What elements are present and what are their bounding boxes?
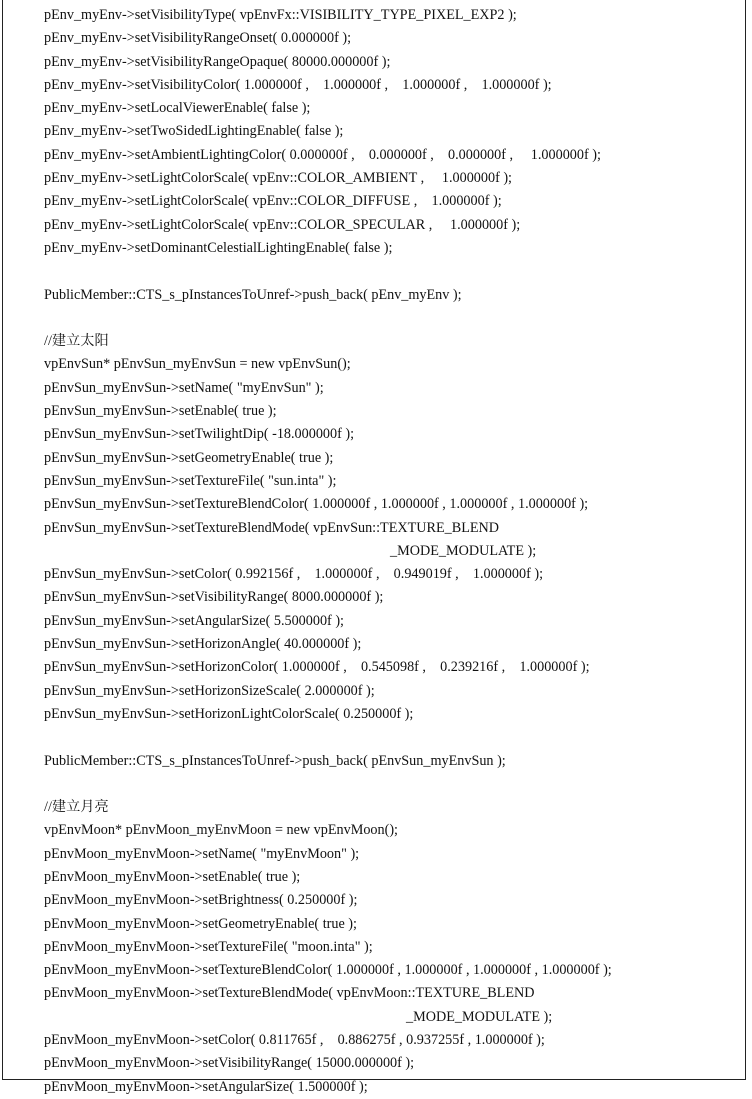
code-line: pEnvSun_myEnvSun->setAngularSize( 5.500000f ); xyxy=(44,612,344,629)
code-line: pEnvMoon_myEnvMoon->setTextureBlendColor( 1.000000f , 1.000000f , 1.000000f , 1.000000f ); xyxy=(44,962,612,979)
code-line: pEnvMoon_myEnvMoon->setEnable( true ); xyxy=(44,868,301,885)
code-line: PublicMember::CTS_s_pInstancesToUnref->push_back( pEnvSun_myEnvSun ); xyxy=(44,752,506,769)
code-comment: //建立太阳 xyxy=(44,333,109,350)
code-line: PublicMember::CTS_s_pInstancesToUnref->push_back( pEnv_myEnv ); xyxy=(44,286,462,303)
code-line: pEnvMoon_myEnvMoon->setVisibilityRange( 15000.000000f ); xyxy=(44,1055,415,1072)
blank-line xyxy=(3,773,745,796)
code-line: pEnvSun_myEnvSun->setName( "myEnvSun" ); xyxy=(44,379,324,396)
code-line: pEnv_myEnv->setLocalViewerEnable( false ); xyxy=(44,100,311,117)
code-line: pEnvSun_myEnvSun->setGeometryEnable( true ); xyxy=(44,449,334,466)
code-line: pEnvMoon_myEnvMoon->setBrightness( 0.250000f ); xyxy=(44,892,358,909)
code-line: pEnvSun_myEnvSun->setTwilightDip( -18.000000f ); xyxy=(44,426,355,443)
code-line: pEnv_myEnv->setVisibilityType( vpEnvFx::VISIBILITY_TYPE_PIXEL_EXP2 ); xyxy=(44,7,517,23)
code-line: pEnvSun_myEnvSun->setVisibilityRange( 8000.000000f ); xyxy=(44,589,384,606)
code-line: pEnvSun_myEnvSun->setHorizonAngle( 40.000000f ); xyxy=(44,636,362,653)
code-line: pEnv_myEnv->setDominantCelestialLightingEnable( false ); xyxy=(44,239,393,256)
code-line: pEnvMoon_myEnvMoon->setAngularSize( 1.500000f ); xyxy=(44,1078,368,1095)
code-line: pEnvSun_myEnvSun->setTextureBlendColor( 1.000000f , 1.000000f , 1.000000f , 1.000000f ); xyxy=(44,496,589,513)
code-line: pEnvMoon_myEnvMoon->setColor( 0.811765f , 0.886275f , 0.937255f , 1.000000f ); xyxy=(44,1032,545,1049)
code-line: vpEnvSun* pEnvSun_myEnvSun = new vpEnvSun(); xyxy=(44,356,351,373)
code-line: _MODE_MODULATE ); xyxy=(406,1008,553,1025)
blank-line xyxy=(3,260,745,283)
code-line: vpEnvMoon* pEnvMoon_myEnvMoon = new vpEnvMoon(); xyxy=(44,822,399,839)
code-line: pEnvMoon_myEnvMoon->setGeometryEnable( true ); xyxy=(44,915,357,932)
code-comment: //建立月亮 xyxy=(44,799,109,816)
code-line: pEnvSun_myEnvSun->setTextureFile( "sun.inta" ); xyxy=(44,472,337,489)
code-line: pEnvSun_myEnvSun->setHorizonLightColorScale( 0.250000f ); xyxy=(44,705,414,722)
code-line: pEnvMoon_myEnvMoon->setName( "myEnvMoon" ); xyxy=(44,845,360,862)
code-line: pEnv_myEnv->setLightColorScale( vpEnv::COLOR_SPECULAR , 1.000000f ); xyxy=(44,216,521,233)
code-listing xyxy=(2,0,746,1095)
code-line: pEnvMoon_myEnvMoon->setTextureFile( "moon.inta" ); xyxy=(44,938,373,955)
code-line: pEnv_myEnv->setVisibilityRangeOpaque( 80000.000000f ); xyxy=(44,53,391,70)
code-line: pEnv_myEnv->setTwoSidedLightingEnable( false ); xyxy=(44,123,344,140)
code-line: pEnvSun_myEnvSun->setHorizonColor( 1.000000f , 0.545098f , 0.239216f , 1.000000f ); xyxy=(44,659,590,676)
code-line: pEnvSun_myEnvSun->setHorizonSizeScale( 2.000000f ); xyxy=(44,682,375,699)
code-line: pEnvSun_myEnvSun->setEnable( true ); xyxy=(44,403,277,420)
code-line: pEnvMoon_myEnvMoon->setTextureBlendMode( vpEnvMoon::TEXTURE_BLEND xyxy=(44,985,535,1002)
code-line: pEnv_myEnv->setVisibilityRangeOnset( 0.000000f ); xyxy=(44,30,352,47)
code-line: pEnv_myEnv->setAmbientLightingColor( 0.000000f , 0.000000f , 0.000000f , 1.000000f ); xyxy=(44,146,601,163)
code-line: pEnv_myEnv->setVisibilityColor( 1.000000f , 1.000000f , 1.000000f , 1.000000f ); xyxy=(44,76,552,93)
blank-line xyxy=(3,307,745,330)
blank-line xyxy=(3,726,745,749)
code-line: pEnv_myEnv->setLightColorScale( vpEnv::COLOR_AMBIENT , 1.000000f ); xyxy=(44,170,513,187)
code-line: pEnvSun_myEnvSun->setTextureBlendMode( vpEnvSun::TEXTURE_BLEND xyxy=(44,519,500,536)
code-line: pEnv_myEnv->setLightColorScale( vpEnv::COLOR_DIFFUSE , 1.000000f ); xyxy=(44,193,502,210)
code-line: pEnvSun_myEnvSun->setColor( 0.992156f , 1.000000f , 0.949019f , 1.000000f ); xyxy=(44,566,544,583)
code-line: _MODE_MODULATE ); xyxy=(390,542,537,559)
